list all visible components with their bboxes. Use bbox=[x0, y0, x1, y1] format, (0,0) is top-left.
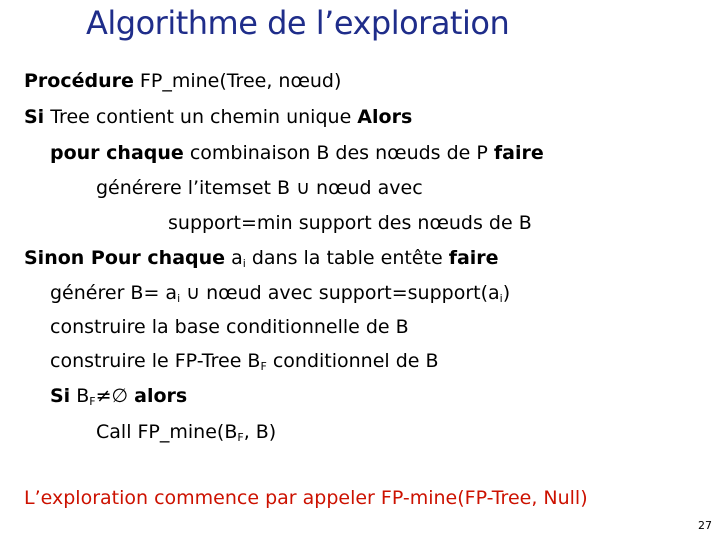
line-text: ≠∅ bbox=[95, 385, 135, 407]
keyword: faire bbox=[493, 142, 544, 164]
algo-line-1 bbox=[24, 70, 341, 92]
line-text: Call FP_mine(B bbox=[96, 421, 238, 443]
algo-line-5 bbox=[168, 212, 532, 234]
line-text: ∪ nœud avec support=support(a bbox=[180, 282, 500, 304]
line-text: support=min support des nœuds de B bbox=[168, 212, 532, 234]
keyword: Alors bbox=[357, 106, 413, 128]
keyword: Procédure bbox=[24, 70, 134, 92]
line-text: combinaison B des nœuds de P bbox=[183, 142, 494, 164]
line-text: construire le FP-Tree B bbox=[50, 350, 261, 372]
slide-title: Algorithme de l’exploration bbox=[86, 4, 510, 42]
line-text: conditionnel de B bbox=[266, 350, 439, 372]
subscript: i bbox=[177, 292, 181, 305]
algo-line-4 bbox=[96, 177, 423, 199]
keyword: Si bbox=[24, 106, 45, 128]
algo-line-6 bbox=[24, 247, 499, 269]
line-text: générere l’itemset B ∪ nœud avec bbox=[96, 177, 423, 199]
line-text: FP_mine(Tree, nœud) bbox=[133, 70, 342, 92]
keyword: pour chaque bbox=[50, 142, 184, 164]
algo-line-3 bbox=[50, 142, 544, 164]
line-text: a bbox=[225, 247, 243, 269]
algo-line-8 bbox=[50, 316, 409, 338]
line-text: B bbox=[70, 385, 90, 407]
algo-line-7 bbox=[50, 282, 510, 304]
keyword: alors bbox=[134, 385, 188, 407]
algo-line-2 bbox=[24, 106, 412, 128]
line-text: dans la table entête bbox=[245, 247, 449, 269]
subscript: F bbox=[260, 360, 267, 373]
keyword: Sinon Pour chaque bbox=[24, 247, 226, 269]
subscript: i bbox=[242, 257, 246, 270]
line-text: ) bbox=[502, 282, 511, 304]
keyword: faire bbox=[448, 247, 499, 269]
line-text: construire la base conditionnelle de B bbox=[50, 316, 409, 338]
page-number: 27 bbox=[698, 519, 712, 532]
algo-line-11 bbox=[96, 421, 276, 443]
subscript: F bbox=[237, 431, 244, 444]
line-text: générer B= a bbox=[50, 282, 178, 304]
subscript: i bbox=[499, 292, 503, 305]
subscript: F bbox=[89, 395, 96, 408]
algo-line-10 bbox=[50, 385, 187, 407]
footer-note: L’exploration commence par appeler FP-mine(FP-Tree, Null) bbox=[24, 487, 588, 509]
algo-line-9 bbox=[50, 350, 439, 372]
keyword: Si bbox=[50, 385, 71, 407]
line-text: Tree contient un chemin unique bbox=[44, 106, 358, 128]
line-text: , B) bbox=[243, 421, 277, 443]
